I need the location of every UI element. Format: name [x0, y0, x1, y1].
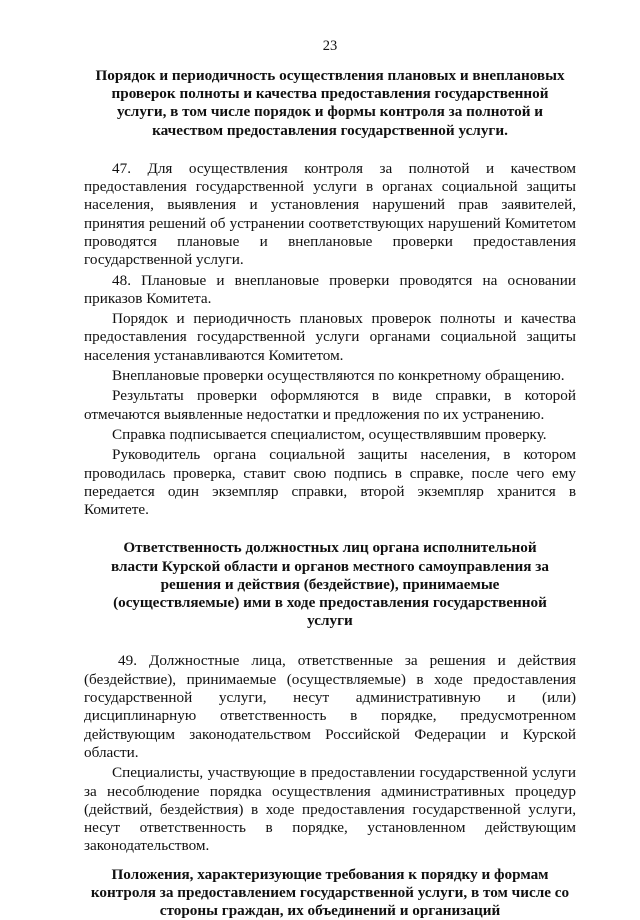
- section-heading-control-forms: Положения, характеризующие требования к порядку и формам контроля за предоставлением государственной услуги, в том числе со стороны граждан, их объединений и организаций: [90, 865, 570, 920]
- paragraph-48-signature: Справка подписывается специалистом, осуществлявшим проверку.: [112, 425, 547, 443]
- paragraph-48-unscheduled: Внеплановые проверки осуществляются по конкретному обращению.: [112, 367, 565, 385]
- section-heading-inspections: Порядок и периодичность осуществления плановых и внеплановых проверок полноты и качества предоставления государственной услуги, в том числе порядок и формы контроля за полнотой и качеством предоставления государственной услуги.: [95, 67, 565, 139]
- paragraph-49-specialists: Специалисты, участвующие в предоставлении государственной услуги за несоблюдение порядка осуществления административных процедур (действий, бездействия) в ходе предоставления государственной услуги, несут ответственность в порядке, установленном действующим законодательством.: [84, 764, 576, 855]
- paragraph-48-procedure: Порядок и периодичность плановых проверок полноты и качества предоставления государственной услуги органами социальной защиты населения устанавливаются Комитетом.: [84, 310, 576, 364]
- paragraph-47: 47. Для осуществления контроля за полнотой и качеством предоставления государственной услуги в органах социальной защиты населения, выявления и установления нарушений прав заявителей, принятия решений об устранении соответствующих нарушений Комитетом проводятся плановые и внеплановые проверки предоставления государственной услуги.: [84, 159, 576, 269]
- page-number: 23: [322, 38, 338, 54]
- paragraph-48-head: Руководитель органа социальной защиты населения, в котором проводилась проверка, ставит свою подпись в справке, после чего ему передается один экземпляр справки, второй экземпляр хранится в Комитете.: [84, 446, 576, 519]
- paragraph-48-results: Результаты проверки оформляются в виде справки, в которой отмечаются выявленные недостатки и предложения по их устранению.: [84, 387, 576, 423]
- paragraph-48: 48. Плановые и внеплановые проверки проводятся на основании приказов Комитета.: [84, 271, 576, 307]
- paragraph-49: 49. Должностные лица, ответственные за решения и действия (бездействие), принимаемые (осуществляемые) в ходе предоставления государственной услуги, несут административную и (или) дисциплинарную ответственность в порядке, предусмотренном действующим законодательством Российской Федерации и Курской области.: [84, 652, 576, 761]
- section-heading-responsibility: Ответственность должностных лиц органа исполнительной власти Курской области и органов местного самоуправления за решения и действия (бездействие), принимаемые (осуществляемые) ими в ходе предоставления государственной услуги: [111, 539, 549, 630]
